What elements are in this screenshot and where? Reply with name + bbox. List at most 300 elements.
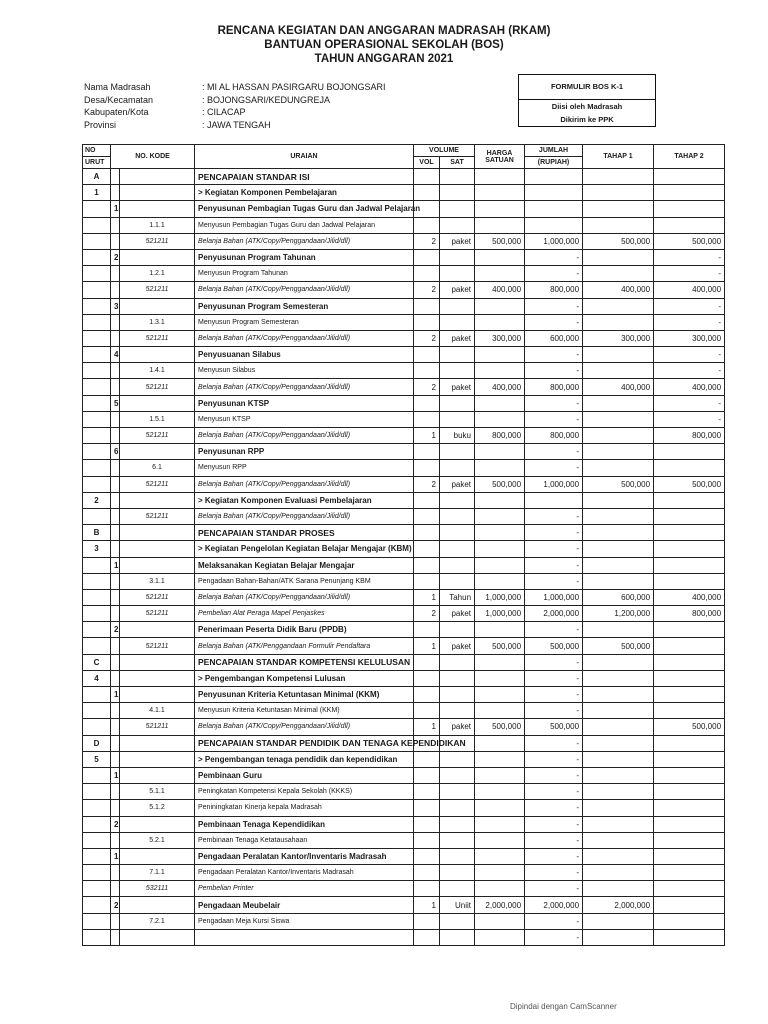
cell-tahap-1 xyxy=(583,411,654,427)
cell-tahap-1 xyxy=(583,169,654,185)
cell-urut xyxy=(83,767,111,783)
cell-vol xyxy=(414,654,440,670)
header-vol: VOL xyxy=(414,157,440,169)
cell-sat xyxy=(440,848,475,864)
cell-kode xyxy=(120,687,195,703)
table-row xyxy=(83,282,725,298)
cell-vol xyxy=(414,913,440,929)
cell-urut xyxy=(83,379,111,395)
cell-tahap-2 xyxy=(654,201,725,217)
cell-harga xyxy=(475,298,525,314)
cell-urut xyxy=(83,800,111,816)
cell-tahap-2: 800,000 xyxy=(654,428,725,444)
cell-num: 2 xyxy=(111,897,120,913)
cell-sat xyxy=(440,314,475,330)
cell-harga: 300,000 xyxy=(475,330,525,346)
table-row xyxy=(83,444,725,460)
cell-tahap-2: - xyxy=(654,411,725,427)
cell-harga xyxy=(475,848,525,864)
cell-harga xyxy=(475,411,525,427)
cell-urut xyxy=(83,249,111,265)
cell-uraian: Pengadaan Meja Kursi Siswa xyxy=(195,913,414,929)
table-row xyxy=(83,719,725,735)
cell-tahap-2: - xyxy=(654,298,725,314)
cell-vol xyxy=(414,395,440,411)
cell-kode xyxy=(120,929,195,945)
table-row xyxy=(83,233,725,249)
cell-harga: 500,000 xyxy=(475,638,525,654)
table-row xyxy=(83,330,725,346)
cell-uraian: > Kegiatan Komponen Pembelajaran xyxy=(195,185,414,201)
table-row xyxy=(83,654,725,670)
cell-kode: 1.1.1 xyxy=(120,217,195,233)
cell-kode xyxy=(120,347,195,363)
cell-num: 5 xyxy=(111,395,120,411)
cell-num xyxy=(111,330,120,346)
cell-vol xyxy=(414,347,440,363)
cell-urut xyxy=(83,298,111,314)
cell-tahap-2 xyxy=(654,169,725,185)
cell-kode: 6.1 xyxy=(120,460,195,476)
cell-tahap-2 xyxy=(654,687,725,703)
cell-sat: paket xyxy=(440,638,475,654)
cell-uraian: Penyusunan Kriteria Ketuntasan Minimal (KKM) xyxy=(195,687,414,703)
title-line-2: BANTUAN OPERASIONAL SEKOLAH (BOS) xyxy=(264,39,504,51)
cell-vol xyxy=(414,411,440,427)
cell-urut xyxy=(83,929,111,945)
cell-uraian: Pembinaan Guru xyxy=(195,767,414,783)
cell-kode: 521211 xyxy=(120,638,195,654)
cell-urut xyxy=(83,444,111,460)
cell-sat xyxy=(440,508,475,524)
cell-num xyxy=(111,428,120,444)
cell-num: 1 xyxy=(111,687,120,703)
cell-urut xyxy=(83,913,111,929)
cell-kode xyxy=(120,557,195,573)
table-row xyxy=(83,735,725,751)
table-row xyxy=(83,508,725,524)
cell-num xyxy=(111,832,120,848)
cell-kode: 521211 xyxy=(120,476,195,492)
cell-kode: 532111 xyxy=(120,881,195,897)
cell-tahap-1 xyxy=(583,719,654,735)
cell-jumlah: - xyxy=(525,444,583,460)
cell-num xyxy=(111,185,120,201)
cell-sat: paket xyxy=(440,606,475,622)
cell-tahap-1 xyxy=(583,347,654,363)
cell-urut xyxy=(83,848,111,864)
form-code-box xyxy=(518,74,656,127)
cell-tahap-2 xyxy=(654,622,725,638)
cell-harga xyxy=(475,832,525,848)
cell-tahap-2 xyxy=(654,897,725,913)
cell-num xyxy=(111,525,120,541)
cell-sat: Uniit xyxy=(440,897,475,913)
cell-kode: 5.2.1 xyxy=(120,832,195,848)
cell-urut: 1 xyxy=(83,185,111,201)
cell-kode: 521211 xyxy=(120,379,195,395)
cell-tahap-1 xyxy=(583,929,654,945)
cell-jumlah: - xyxy=(525,767,583,783)
table-row xyxy=(83,266,725,282)
cell-uraian: > Pengembangan tenaga pendidik dan kependidikan xyxy=(195,751,414,767)
cell-vol xyxy=(414,541,440,557)
cell-tahap-1 xyxy=(583,913,654,929)
cell-tahap-1: 400,000 xyxy=(583,379,654,395)
cell-sat xyxy=(440,687,475,703)
info-row xyxy=(84,106,386,119)
table-row xyxy=(83,913,725,929)
cell-urut xyxy=(83,638,111,654)
cell-kode xyxy=(120,298,195,314)
cell-num: 3 xyxy=(111,298,120,314)
cell-harga xyxy=(475,314,525,330)
cell-uraian: Belanja Bahan (ATK/Copy/Penggandaan/Jilid/dll) xyxy=(195,476,414,492)
cell-jumlah: - xyxy=(525,249,583,265)
cell-jumlah: - xyxy=(525,525,583,541)
cell-vol xyxy=(414,865,440,881)
cell-tahap-2 xyxy=(654,460,725,476)
cell-jumlah xyxy=(525,201,583,217)
cell-tahap-2 xyxy=(654,703,725,719)
cell-tahap-1 xyxy=(583,508,654,524)
cell-num xyxy=(111,460,120,476)
cell-num: 1 xyxy=(111,557,120,573)
cell-uraian: Pembinaan Tenaga Kependidikan xyxy=(195,816,414,832)
cell-vol xyxy=(414,249,440,265)
cell-tahap-2 xyxy=(654,525,725,541)
cell-tahap-2: - xyxy=(654,363,725,379)
cell-uraian: Belanja Bahan (ATK/Copy/Penggandaan/Jilid/dll) xyxy=(195,379,414,395)
cell-sat: paket xyxy=(440,379,475,395)
table-row xyxy=(83,832,725,848)
cell-num: 2 xyxy=(111,622,120,638)
cell-uraian: PENCAPAIAN STANDAR ISI xyxy=(195,169,414,185)
info-value: : CILACAP xyxy=(202,107,246,117)
cell-urut xyxy=(83,589,111,605)
cell-harga: 1,000,000 xyxy=(475,589,525,605)
cell-vol xyxy=(414,848,440,864)
cell-sat xyxy=(440,557,475,573)
cell-sat xyxy=(440,249,475,265)
cell-harga xyxy=(475,395,525,411)
cell-harga xyxy=(475,767,525,783)
cell-uraian: Peningkatan Kompetensi Kepala Sekolah (KKKS) xyxy=(195,784,414,800)
cell-harga xyxy=(475,881,525,897)
cell-vol xyxy=(414,363,440,379)
cell-sat xyxy=(440,460,475,476)
cell-urut xyxy=(83,719,111,735)
cell-tahap-2: - xyxy=(654,266,725,282)
table-row xyxy=(83,638,725,654)
cell-urut xyxy=(83,347,111,363)
table-row xyxy=(83,541,725,557)
cell-tahap-1 xyxy=(583,298,654,314)
cell-tahap-2 xyxy=(654,541,725,557)
cell-tahap-1 xyxy=(583,622,654,638)
cell-sat xyxy=(440,865,475,881)
cell-harga xyxy=(475,557,525,573)
cell-sat: Tahun xyxy=(440,589,475,605)
cell-uraian: Belanja Bahan (ATK/Copy/Penggandaan/Jilid/dll) xyxy=(195,589,414,605)
cell-tahap-2 xyxy=(654,816,725,832)
header-tahap-2: TAHAP 2 xyxy=(654,145,725,169)
cell-sat xyxy=(440,185,475,201)
cell-vol xyxy=(414,670,440,686)
cell-kode: 1.2.1 xyxy=(120,266,195,282)
cell-tahap-1 xyxy=(583,865,654,881)
table-row xyxy=(83,347,725,363)
cell-vol xyxy=(414,314,440,330)
cell-jumlah: - xyxy=(525,363,583,379)
cell-tahap-1 xyxy=(583,363,654,379)
cell-sat xyxy=(440,217,475,233)
cell-kode xyxy=(120,492,195,508)
cell-uraian: > Kegiatan Pengelolan Kegiatan Belajar Mengajar (KBM) xyxy=(195,541,414,557)
cell-harga xyxy=(475,169,525,185)
cell-num xyxy=(111,169,120,185)
cell-uraian: Penyusunan Program Semesteran xyxy=(195,298,414,314)
cell-num xyxy=(111,492,120,508)
cell-jumlah xyxy=(525,185,583,201)
cell-tahap-2: 500,000 xyxy=(654,476,725,492)
cell-uraian: Belanja Bahan (ATK/Copy/Penggandaan/Jilid/dll) xyxy=(195,719,414,735)
cell-vol xyxy=(414,622,440,638)
table-row xyxy=(83,379,725,395)
cell-kode xyxy=(120,897,195,913)
cell-sat: paket xyxy=(440,476,475,492)
table-row xyxy=(83,589,725,605)
table-row xyxy=(83,460,725,476)
cell-jumlah: 1,000,000 xyxy=(525,233,583,249)
cell-uraian: PENCAPAIAN STANDAR KOMPETENSI KELULUSAN xyxy=(195,654,414,670)
cell-kode: 3.1.1 xyxy=(120,573,195,589)
cell-jumlah: 800,000 xyxy=(525,282,583,298)
cell-uraian: Menyusun Pembagian Tugas Guru dan Jadwal Pelajaran xyxy=(195,217,414,233)
header-tahap-1: TAHAP 1 xyxy=(583,145,654,169)
cell-uraian: Pembelian Alat Peraga Mapel Penjaskes xyxy=(195,606,414,622)
header-sat: SAT xyxy=(440,157,475,169)
cell-tahap-2: - xyxy=(654,395,725,411)
cell-jumlah: 2,000,000 xyxy=(525,606,583,622)
cell-kode xyxy=(120,751,195,767)
table-row xyxy=(83,848,725,864)
cell-jumlah: 500,000 xyxy=(525,719,583,735)
table-row xyxy=(83,314,725,330)
cell-uraian: > Kegiatan Komponen Evaluasi Pembelajaran xyxy=(195,492,414,508)
cell-harga xyxy=(475,816,525,832)
school-info xyxy=(84,81,386,131)
cell-tahap-2: 500,000 xyxy=(654,719,725,735)
cell-tahap-1 xyxy=(583,703,654,719)
cell-tahap-1: 500,000 xyxy=(583,476,654,492)
cell-uraian: PENCAPAIAN STANDAR PENDIDIK DAN TENAGA KEPENDIDIKAN xyxy=(195,735,414,751)
cell-sat xyxy=(440,444,475,460)
cell-tahap-1 xyxy=(583,654,654,670)
cell-kode: 521211 xyxy=(120,282,195,298)
cell-tahap-1: 300,000 xyxy=(583,330,654,346)
cell-jumlah: - xyxy=(525,395,583,411)
cell-num xyxy=(111,735,120,751)
cell-tahap-1 xyxy=(583,800,654,816)
cell-vol: 1 xyxy=(414,719,440,735)
cell-kode: 7.2.1 xyxy=(120,913,195,929)
form-note-line-1: Diisi oleh Madrasah xyxy=(551,102,623,111)
cell-vol: 1 xyxy=(414,428,440,444)
cell-tahap-2 xyxy=(654,865,725,881)
cell-tahap-1 xyxy=(583,185,654,201)
table-row xyxy=(83,929,725,945)
cell-tahap-2 xyxy=(654,557,725,573)
cell-vol: 1 xyxy=(414,638,440,654)
cell-jumlah: - xyxy=(525,865,583,881)
cell-num xyxy=(111,654,120,670)
form-code-title: FORMULIR BOS K-1 xyxy=(519,75,655,100)
cell-tahap-1 xyxy=(583,687,654,703)
cell-tahap-1 xyxy=(583,784,654,800)
cell-tahap-1 xyxy=(583,848,654,864)
cell-uraian: Penyusunan Pembagian Tugas Guru dan Jadwal Pelajaran xyxy=(195,201,414,217)
cell-jumlah: - xyxy=(525,848,583,864)
cell-kode xyxy=(120,525,195,541)
cell-kode: 7.1.1 xyxy=(120,865,195,881)
cell-sat xyxy=(440,751,475,767)
cell-tahap-2 xyxy=(654,444,725,460)
cell-kode xyxy=(120,444,195,460)
cell-tahap-1 xyxy=(583,492,654,508)
info-row xyxy=(84,81,386,94)
cell-urut xyxy=(83,573,111,589)
cell-sat xyxy=(440,913,475,929)
cell-num xyxy=(111,913,120,929)
cell-urut xyxy=(83,395,111,411)
cell-tahap-1 xyxy=(583,573,654,589)
cell-num: 6 xyxy=(111,444,120,460)
form-note-line-2: Dikirim ke PPK xyxy=(560,115,614,124)
cell-num xyxy=(111,266,120,282)
cell-jumlah: - xyxy=(525,541,583,557)
cell-tahap-2 xyxy=(654,735,725,751)
cell-tahap-1: 600,000 xyxy=(583,589,654,605)
cell-vol xyxy=(414,751,440,767)
cell-vol xyxy=(414,767,440,783)
cell-uraian: Pembinaan Tenaga Ketatausahaan xyxy=(195,832,414,848)
cell-urut xyxy=(83,201,111,217)
table-row xyxy=(83,201,725,217)
cell-vol xyxy=(414,217,440,233)
cell-tahap-2: - xyxy=(654,314,725,330)
cell-tahap-2: - xyxy=(654,249,725,265)
cell-urut: 4 xyxy=(83,670,111,686)
info-row xyxy=(84,119,386,132)
cell-harga xyxy=(475,735,525,751)
cell-urut xyxy=(83,428,111,444)
cell-vol: 2 xyxy=(414,330,440,346)
cell-sat: buku xyxy=(440,428,475,444)
cell-urut xyxy=(83,314,111,330)
cell-kode xyxy=(120,185,195,201)
cell-uraian: Pengadaan Peralatan Kantor/Inventaris Madrasah xyxy=(195,865,414,881)
cell-urut xyxy=(83,233,111,249)
cell-num xyxy=(111,670,120,686)
cell-sat xyxy=(440,395,475,411)
cell-kode xyxy=(120,767,195,783)
cell-tahap-2 xyxy=(654,751,725,767)
cell-uraian: Pengadaan Peralatan Kantor/Inventaris Madrasah xyxy=(195,848,414,864)
cell-harga: 2,000,000 xyxy=(475,897,525,913)
cell-num xyxy=(111,865,120,881)
cell-urut xyxy=(83,411,111,427)
cell-uraian: Penyusuanan Silabus xyxy=(195,347,414,363)
cell-sat xyxy=(440,816,475,832)
cell-harga xyxy=(475,444,525,460)
cell-jumlah: - xyxy=(525,800,583,816)
cell-tahap-1 xyxy=(583,557,654,573)
cell-num: 2 xyxy=(111,816,120,832)
cell-num xyxy=(111,411,120,427)
cell-kode: 521211 xyxy=(120,719,195,735)
cell-harga: 400,000 xyxy=(475,379,525,395)
cell-uraian: Peniningkatan Kinerja kepala Madrasah xyxy=(195,800,414,816)
info-value: : MI AL HASSAN PASIRGARU BOJONGSARI xyxy=(202,82,386,92)
cell-kode: 521211 xyxy=(120,508,195,524)
cell-sat xyxy=(440,881,475,897)
cell-uraian: Belanja Bahan (ATK/Copy/Penggandaan/Jilid/dll) xyxy=(195,282,414,298)
cell-tahap-1 xyxy=(583,767,654,783)
table-row xyxy=(83,395,725,411)
cell-harga: 400,000 xyxy=(475,282,525,298)
cell-harga xyxy=(475,751,525,767)
cell-jumlah: - xyxy=(525,508,583,524)
cell-kode xyxy=(120,201,195,217)
cell-sat: paket xyxy=(440,282,475,298)
cell-sat xyxy=(440,492,475,508)
cell-vol: 2 xyxy=(414,606,440,622)
cell-vol: 2 xyxy=(414,476,440,492)
cell-urut xyxy=(83,282,111,298)
cell-sat xyxy=(440,670,475,686)
cell-kode xyxy=(120,654,195,670)
cell-uraian: > Pengembangan Kompetensi Lulusan xyxy=(195,670,414,686)
cell-sat xyxy=(440,525,475,541)
cell-tahap-2 xyxy=(654,929,725,945)
header-harga-satuan: HARGA SATUAN xyxy=(475,145,525,169)
cell-sat xyxy=(440,363,475,379)
cell-tahap-2: 500,000 xyxy=(654,233,725,249)
cell-harga xyxy=(475,929,525,945)
cell-vol xyxy=(414,929,440,945)
cell-tahap-2 xyxy=(654,217,725,233)
budget-table-wrapper xyxy=(82,144,724,946)
info-row xyxy=(84,94,386,107)
cell-vol xyxy=(414,298,440,314)
scanner-footer: Dipindai dengan CamScanner xyxy=(510,1002,617,1011)
cell-harga xyxy=(475,703,525,719)
cell-jumlah: - xyxy=(525,751,583,767)
cell-urut xyxy=(83,881,111,897)
cell-sat xyxy=(440,622,475,638)
cell-jumlah: - xyxy=(525,832,583,848)
cell-jumlah: - xyxy=(525,314,583,330)
cell-jumlah: 1,000,000 xyxy=(525,589,583,605)
cell-tahap-2 xyxy=(654,881,725,897)
cell-tahap-1 xyxy=(583,249,654,265)
cell-harga xyxy=(475,670,525,686)
cell-tahap-1 xyxy=(583,395,654,411)
cell-jumlah: - xyxy=(525,411,583,427)
cell-harga xyxy=(475,541,525,557)
cell-jumlah: - xyxy=(525,654,583,670)
